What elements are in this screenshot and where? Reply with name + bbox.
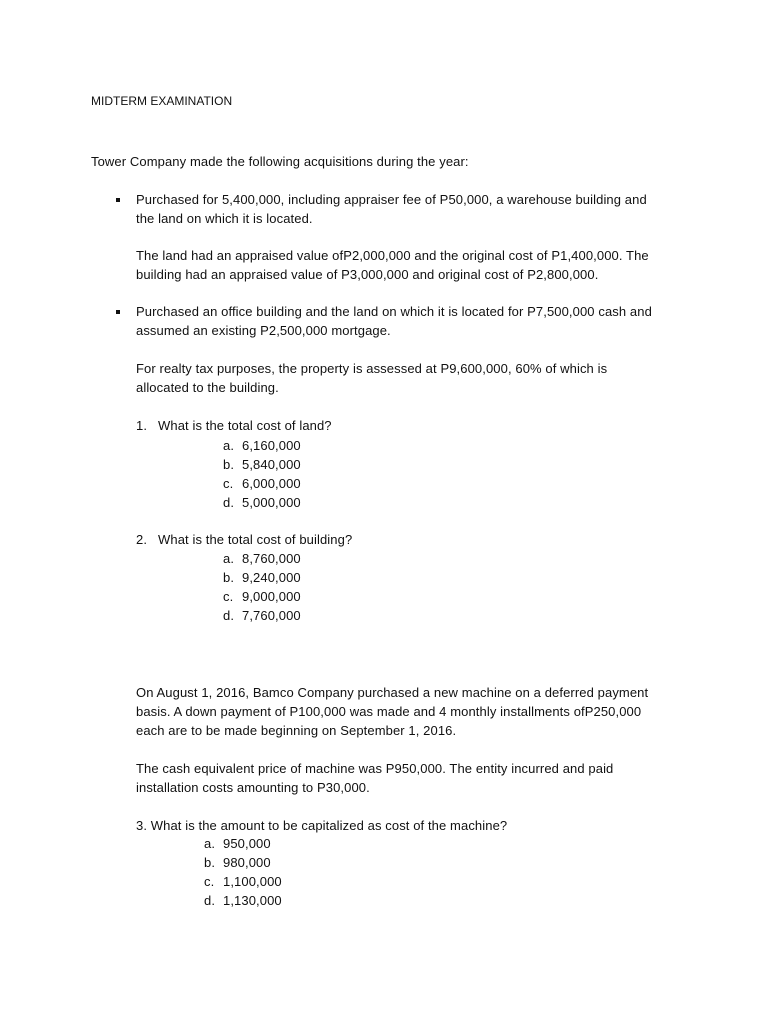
- option-value: 980,000: [223, 855, 271, 870]
- option-value: 1,100,000: [223, 874, 282, 889]
- option-item: [204, 834, 271, 853]
- option-item: [204, 891, 282, 910]
- bamco-line3: each are to be made beginning on September 1, 2016.: [136, 723, 457, 738]
- option-letter: c.: [223, 476, 234, 491]
- question-number: 2.: [136, 532, 148, 547]
- option-item: [223, 549, 301, 568]
- option-letter: a.: [223, 551, 235, 566]
- bullet2-para-line2: allocated to the building.: [136, 380, 279, 395]
- bamco-para-line2: installation costs amounting to P30,000.: [136, 780, 370, 795]
- bullet2-line1: Purchased an office building and the land on which it is located for P7,500,000 cash and: [136, 304, 652, 319]
- option-value: 5,840,000: [242, 457, 301, 472]
- option-item: [223, 474, 301, 493]
- option-letter: c.: [223, 589, 234, 604]
- bullet2-line2: assumed an existing P2,500,000 mortgage.: [136, 323, 391, 338]
- option-item: [223, 606, 301, 625]
- option-letter: b.: [223, 570, 235, 585]
- option-value: 8,760,000: [242, 551, 301, 566]
- option-value: 7,760,000: [242, 608, 301, 623]
- option-item: [223, 455, 301, 474]
- option-value: 5,000,000: [242, 495, 301, 510]
- option-letter: c.: [204, 874, 215, 889]
- option-item: [223, 587, 301, 606]
- option-item: [223, 493, 301, 512]
- option-letter: a.: [223, 438, 235, 453]
- question-text: What is the total cost of land?: [158, 418, 332, 433]
- option-letter: d.: [204, 893, 216, 908]
- bullet-marker-icon: [116, 310, 120, 314]
- page-title: MIDTERM EXAMINATION: [91, 94, 233, 108]
- bullet1-para-line2: building had an appraised value of P3,000,000 and original cost of P2,800,000.: [136, 267, 599, 282]
- option-value: 950,000: [223, 836, 271, 851]
- option-letter: b.: [204, 855, 216, 870]
- question-number: 1.: [136, 418, 148, 433]
- bullet1-line1: Purchased for 5,400,000, including appraiser fee of P50,000, a warehouse building and: [136, 192, 647, 207]
- bullet1-line2: the land on which it is located.: [136, 211, 313, 226]
- question-3: 3. What is the amount to be capitalized as cost of the machine?: [136, 818, 508, 833]
- option-value: 6,000,000: [242, 476, 301, 491]
- question-2: [136, 530, 352, 549]
- option-item: [204, 853, 271, 872]
- bullet2-para-line1: For realty tax purposes, the property is assessed at P9,600,000, 60% of which is: [136, 361, 608, 376]
- bullet-marker-icon: [116, 198, 120, 202]
- option-letter: d.: [223, 608, 235, 623]
- option-letter: a.: [204, 836, 216, 851]
- question-text: What is the total cost of building?: [158, 532, 353, 547]
- option-value: 9,000,000: [242, 589, 301, 604]
- bamco-line2: basis. A down payment of P100,000 was made and 4 monthly installments ofP250,000: [136, 704, 642, 719]
- question-1: [136, 416, 332, 435]
- option-value: 6,160,000: [242, 438, 301, 453]
- option-letter: b.: [223, 457, 235, 472]
- option-item: [223, 436, 301, 455]
- option-value: 9,240,000: [242, 570, 301, 585]
- bamco-line1: On August 1, 2016, Bamco Company purchased a new machine on a deferred payment: [136, 685, 649, 700]
- bamco-para-line1: The cash equivalent price of machine was P950,000. The entity incurred and paid: [136, 761, 614, 776]
- intro-text: Tower Company made the following acquisitions during the year:: [91, 154, 469, 169]
- option-value: 1,130,000: [223, 893, 282, 908]
- option-letter: d.: [223, 495, 235, 510]
- bullet1-para-line1: The land had an appraised value ofP2,000,000 and the original cost of P1,400,000. The: [136, 248, 649, 263]
- option-item: [223, 568, 301, 587]
- option-item: [204, 872, 282, 891]
